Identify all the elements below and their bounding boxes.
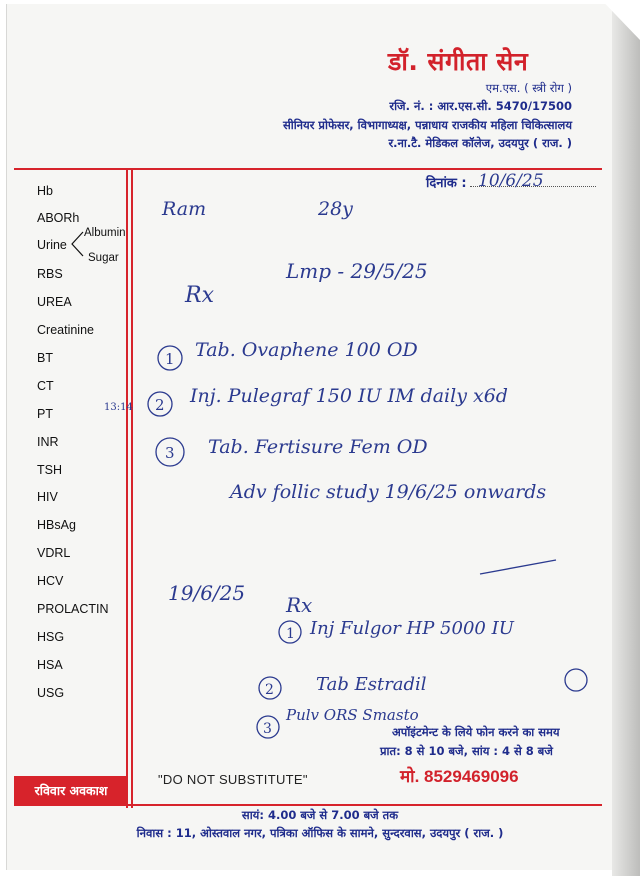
test-sugar: Sugar [88, 252, 119, 264]
item6-number: 3 [263, 721, 272, 737]
patient-name: Ram [162, 198, 207, 220]
item1-number: 1 [165, 350, 175, 368]
test-urine: Urine [37, 238, 67, 252]
evening-hours: सायं: 4.00 बजे से 7.00 बजे तक [241, 808, 399, 822]
test-hsa: HSA [37, 658, 63, 672]
test-creatinine: Creatinine [37, 323, 94, 337]
test-aborh: ABORh [37, 211, 80, 225]
college-name: र.ना.टै. मेडिकल कॉलेज, उदयपुर ( राज. ) [388, 136, 572, 150]
prescription-item-3: Tab. Fertisure Fem OD [208, 436, 428, 458]
item3-number: 3 [165, 444, 175, 462]
test-vdrl: VDRL [37, 546, 71, 560]
date-label: दिनांक : [426, 176, 467, 191]
test-inr: INR [37, 435, 59, 449]
item4-number: 1 [286, 626, 295, 642]
test-ct: CT [37, 379, 54, 393]
test-albumin: Albumin [84, 227, 126, 239]
item-number-circle [565, 669, 587, 691]
doctor-degree: एम.एस. ( स्त्री रोग ) [485, 81, 572, 95]
registration-number: रजि. नं. : आर.एस.सी. 5470/17500 [389, 99, 572, 113]
test-rbs: RBS [37, 267, 63, 281]
test-urea: UREA [37, 295, 72, 309]
test-hcv: HCV [37, 574, 64, 588]
test-usg: USG [37, 686, 65, 700]
advice-note: Adv follic study 19/6/25 onwards [230, 481, 547, 503]
residence-address: निवास : 11, ओस्तवाल नगर, पत्रिका ऑफिस के सामने, सुन्दरवास, उदयपुर ( राज. ) [136, 826, 504, 840]
date-handwritten: 10/6/25 [478, 171, 544, 191]
margin-note: 13:14 [104, 402, 133, 413]
test-pt: PT [37, 407, 53, 421]
phone-number: मो. 8529469096 [400, 767, 519, 786]
doctor-designation: सीनियर प्रोफेसर, विभागाध्यक्ष, पन्नाधाय राजकीय महिला चिकित्सालय [282, 118, 572, 132]
test-hiv: HIV [37, 490, 58, 504]
item5-number: 2 [265, 682, 274, 698]
appointment-timings: प्रात: 8 से 10 बजे, सांय : 4 से 8 बजे [380, 744, 553, 758]
test-prolactin: PROLACTIN [37, 602, 109, 616]
appointment-info: अपॉइंटमेन्ट के लिये फोन करने का समय [392, 725, 560, 739]
test-hbsag: HBsAg [37, 518, 76, 532]
test-bt: BT [37, 351, 53, 365]
prescription-item-6: Pulv ORS Smasto [286, 706, 419, 724]
doctor-name: डॉ. संगीता सेन [388, 47, 529, 76]
prescription-item-5: Tab Estradil [316, 674, 427, 695]
do-not-substitute: "DO NOT SUBSTITUTE" [158, 772, 308, 787]
lmp-date: Lmp - 29/5/25 [286, 259, 428, 283]
prescription-item-1: Tab. Ovaphene 100 OD [195, 339, 418, 361]
test-tsh: TSH [37, 463, 62, 477]
prescription-item-2: Inj. Pulegraf 150 IU IM daily x6d [190, 385, 508, 407]
second-visit-date: 19/6/25 [168, 581, 246, 605]
test-hb: Hb [37, 184, 53, 198]
rx-symbol: Rx [185, 283, 214, 308]
prescription-item-4: Inj Fulgor HP 5000 IU [310, 618, 514, 639]
item2-number: 2 [155, 396, 165, 414]
patient-age: 28y [318, 198, 353, 220]
rx-symbol-2: Rx [286, 593, 313, 617]
sunday-holiday-badge: रविवार अवकाश [14, 776, 128, 804]
test-hsg: HSG [37, 630, 65, 644]
